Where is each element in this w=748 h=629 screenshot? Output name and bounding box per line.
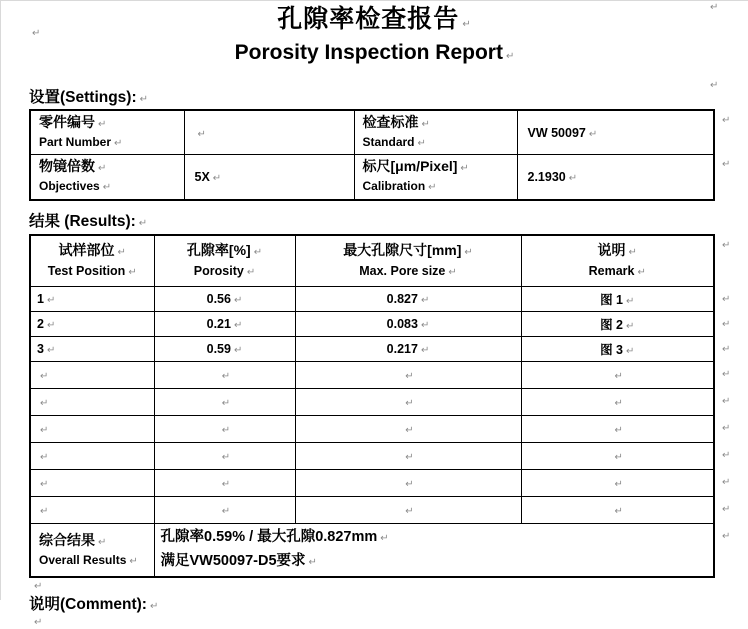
results-table: [29, 234, 715, 579]
results-header-en: Porosity ↵: [193, 264, 256, 279]
title-block: [1, 5, 748, 70]
paragraph-mark: ↵: [233, 320, 243, 331]
settings-row-end-marks: [715, 109, 733, 198]
paragraph-mark: ↵: [588, 128, 598, 140]
results-cell-remark: [521, 389, 714, 416]
results-table-wrapper: [29, 234, 748, 579]
results-empty-row: [30, 389, 714, 416]
results-cell-position: [30, 389, 154, 416]
results-cell-max_pore: [295, 362, 521, 389]
paragraph-mark: ↵: [614, 425, 623, 436]
results-cell-porosity: 0.59 ↵: [154, 337, 295, 362]
paragraph-mark: ↵: [102, 182, 112, 194]
end-of-row-mark-slot: [715, 498, 733, 525]
paragraph-mark: ↵: [34, 617, 43, 628]
paragraph-mark: ↵: [722, 239, 731, 251]
paragraph-mark: ↵: [128, 267, 137, 279]
report-title-en: Porosity Inspection Report: [234, 41, 503, 64]
paragraph-mark: ↵: [40, 398, 49, 409]
settings-label-cn: 标尺[μm/Pixel] ↵: [362, 158, 469, 175]
results-cell-remark: [521, 416, 714, 443]
overall-result-line2: 满足VW50097-D5要求 ↵: [160, 553, 317, 569]
paragraph-mark: ↵: [420, 295, 430, 306]
results-cell-position: [30, 362, 154, 389]
paragraph-mark: ↵: [722, 368, 731, 380]
paragraph-mark: ↵: [32, 28, 41, 39]
paragraph-mark: ↵: [221, 398, 231, 409]
end-of-row-mark-slot: [715, 525, 733, 576]
overall-label-cn: 综合结果 ↵: [39, 531, 107, 548]
results-empty-row: [30, 497, 714, 524]
overall-result-line1: 孔隙率0.59% / 最大孔隙0.827mm ↵: [160, 529, 389, 545]
paragraph-mark: ↵: [626, 346, 635, 357]
results-header-row: [30, 235, 714, 287]
empty-paragraph: [31, 578, 748, 591]
results-cell-position: [30, 497, 154, 524]
results-cell-porosity: [154, 443, 295, 470]
paragraph-mark: ↵: [722, 293, 731, 305]
paragraph-mark: ↵: [221, 425, 231, 436]
results-cell-porosity: [154, 362, 295, 389]
paragraph-mark: ↵: [246, 267, 256, 279]
paragraph-mark: ↵: [626, 321, 635, 332]
paragraph-mark: ↵: [114, 138, 123, 149]
results-header-cell: [521, 235, 714, 287]
results-cell-remark: [521, 470, 714, 497]
settings-label-cell: [354, 110, 517, 155]
paragraph-mark: ↵: [308, 557, 317, 568]
settings-label-en: Calibration ↵: [362, 179, 437, 194]
paragraph-mark: ↵: [233, 295, 243, 306]
settings-value-cell: VW 50097 ↵: [517, 110, 714, 155]
report-title-cn: 孔隙率检查报告: [277, 6, 460, 33]
end-of-row-mark-slot: [715, 417, 733, 444]
paragraph-mark: ↵: [626, 296, 635, 307]
results-cell-remark: [521, 497, 714, 524]
paragraph-mark: ↵: [460, 163, 469, 175]
settings-value-cell: 5X ↵: [184, 155, 354, 200]
results-cell-remark: 图 2 ↵: [521, 312, 714, 337]
results-cell-position: 3 ↵: [30, 337, 154, 362]
end-of-row-mark-slot: [715, 363, 733, 390]
results-data-row: [30, 287, 714, 312]
paragraph-mark: ↵: [448, 267, 457, 279]
comment-heading-text: 说明(Comment):: [29, 596, 147, 613]
end-of-row-mark-slot: [715, 390, 733, 417]
report-title-line: [1, 40, 748, 70]
results-header-cn: 说明 ↵: [597, 242, 637, 259]
settings-row: [30, 155, 714, 200]
paragraph-mark: ↵: [40, 452, 49, 463]
paragraph-mark: ↵: [380, 533, 389, 544]
end-of-row-mark-slot: [715, 471, 733, 498]
results-header-cell: [154, 235, 295, 287]
settings-label-cn: 检查标准 ↵: [362, 114, 430, 130]
paragraph-mark: ↵: [46, 345, 56, 356]
paragraph-mark: ↵: [464, 247, 473, 259]
overall-results-row: [30, 524, 714, 578]
settings-label-en: Objectives ↵: [39, 179, 112, 194]
settings-row: [30, 110, 714, 155]
paragraph-mark: ↵: [405, 506, 414, 517]
results-header-cn: 最大孔隙尺寸[mm] ↵: [343, 242, 473, 259]
settings-label-cn: 零件编号 ↵: [39, 114, 107, 130]
paragraph-mark: ↵: [117, 247, 126, 259]
results-header-cn: 孔隙率[%] ↵: [186, 242, 263, 259]
results-data-row: [30, 337, 714, 362]
paragraph-mark: ↵: [46, 320, 56, 331]
end-of-row-mark-slot: [715, 288, 733, 313]
results-cell-porosity: [154, 470, 295, 497]
settings-label-cn: 物镜倍数 ↵: [39, 158, 107, 175]
paragraph-mark: ↵: [722, 422, 731, 434]
results-heading-text: 结果 (Results):: [29, 212, 136, 230]
paragraph-mark: ↵: [221, 479, 231, 490]
results-cell-porosity: [154, 416, 295, 443]
paragraph-mark: ↵: [98, 119, 107, 130]
paragraph-mark: ↵: [614, 479, 623, 490]
settings-label-cell: [354, 155, 517, 200]
paragraph-mark: ↵: [722, 318, 731, 330]
results-header-en: Max. Pore size ↵: [359, 264, 457, 279]
results-cell-max_pore: [295, 443, 521, 470]
paragraph-mark: ↵: [46, 295, 56, 306]
settings-table: [29, 109, 715, 201]
results-cell-position: 1 ↵: [30, 287, 154, 312]
settings-label-cell: [30, 155, 184, 200]
settings-label-en: Part Number ↵: [39, 135, 123, 149]
results-cell-position: [30, 470, 154, 497]
results-cell-position: [30, 416, 154, 443]
paragraph-mark: ↵: [568, 172, 578, 184]
results-empty-row: [30, 362, 714, 389]
paragraph-mark: ↵: [428, 182, 437, 194]
end-of-row-mark-slot: [715, 338, 733, 363]
results-empty-row: [30, 416, 714, 443]
results-header-cn: 试样部位 ↵: [58, 242, 126, 259]
paragraph-mark: ↵: [420, 320, 430, 331]
paragraph-mark: ↵: [233, 345, 243, 356]
end-of-row-mark-slot: [715, 444, 733, 471]
paragraph-mark: ↵: [722, 115, 731, 126]
paragraph-mark: ↵: [405, 479, 414, 490]
paragraph-mark: ↵: [417, 138, 426, 149]
paragraph-mark: ↵: [462, 19, 472, 30]
settings-value-cell: 2.1930 ↵: [517, 155, 714, 200]
results-empty-row: [30, 470, 714, 497]
results-cell-position: 2 ↵: [30, 312, 154, 337]
paragraph-mark: ↵: [505, 51, 515, 62]
results-cell-max_pore: [295, 470, 521, 497]
paragraph-mark: ↵: [221, 371, 231, 382]
empty-paragraph: [31, 614, 748, 627]
paragraph-mark: ↵: [253, 247, 263, 259]
overall-results-label-cell: [30, 524, 154, 578]
results-cell-remark: [521, 362, 714, 389]
results-row-end-marks: [715, 234, 733, 576]
results-cell-porosity: [154, 389, 295, 416]
settings-heading-text: 设置(Settings):: [29, 89, 137, 106]
paragraph-mark: ↵: [722, 395, 731, 407]
results-empty-row: [30, 443, 714, 470]
paragraph-mark: ↵: [212, 172, 222, 184]
results-cell-remark: 图 1 ↵: [521, 287, 714, 312]
paragraph-mark: ↵: [405, 371, 414, 382]
results-cell-max_pore: [295, 416, 521, 443]
results-header-cell: [295, 235, 521, 287]
paragraph-mark: ↵: [637, 267, 646, 279]
settings-label-cell: [30, 110, 184, 155]
results-cell-remark: [521, 443, 714, 470]
paragraph-mark: ↵: [221, 506, 231, 517]
paragraph-mark: ↵: [40, 506, 49, 517]
paragraph-mark: ↵: [420, 345, 430, 356]
paragraph-mark: ↵: [40, 479, 49, 490]
results-cell-max_pore: [295, 389, 521, 416]
results-cell-remark: 图 3 ↵: [521, 337, 714, 362]
paragraph-mark: ↵: [405, 398, 414, 409]
paragraph-mark: ↵: [98, 163, 107, 175]
paragraph-mark: ↵: [405, 452, 414, 463]
paragraph-mark: ↵: [614, 398, 623, 409]
results-cell-porosity: [154, 497, 295, 524]
paragraph-mark: ↵: [628, 247, 637, 259]
settings-table-wrapper: [29, 109, 748, 201]
results-cell-porosity: 0.56 ↵: [154, 287, 295, 312]
results-cell-max_pore: [295, 497, 521, 524]
results-cell-max_pore: 0.827 ↵: [295, 287, 521, 312]
results-cell-max_pore: 0.083 ↵: [295, 312, 521, 337]
paragraph-mark: ↵: [614, 506, 623, 517]
paragraph-mark: ↵: [129, 555, 138, 567]
paragraph-mark: ↵: [221, 452, 231, 463]
report-title-line: [1, 5, 748, 40]
paragraph-mark: ↵: [421, 119, 430, 130]
overall-label-en: Overall Results ↵: [39, 552, 138, 567]
end-of-row-mark-slot: [715, 109, 733, 153]
settings-value-cell: [184, 110, 354, 155]
paragraph-mark: ↵: [138, 217, 148, 229]
end-of-row-mark-slot: [715, 313, 733, 338]
settings-label-en: Standard ↵: [362, 135, 426, 149]
paragraph-mark: ↵: [722, 159, 731, 170]
paragraph-mark: ↵: [405, 425, 414, 436]
paragraph-mark: ↵: [139, 94, 149, 105]
results-cell-porosity: 0.21 ↵: [154, 312, 295, 337]
end-of-row-mark-slot: [715, 153, 733, 198]
results-cell-max_pore: 0.217 ↵: [295, 337, 521, 362]
results-cell-position: [30, 443, 154, 470]
end-of-row-mark-slot: [715, 234, 733, 288]
overall-results-value-cell: [154, 524, 714, 578]
results-data-row: [30, 312, 714, 337]
comment-section-heading: [29, 592, 748, 614]
results-header-cell: [30, 235, 154, 287]
paragraph-mark: ↵: [722, 476, 731, 488]
paragraph-mark: ↵: [197, 128, 206, 140]
paragraph-mark: ↵: [722, 449, 731, 461]
paragraph-mark: ↵: [98, 536, 107, 548]
paragraph-mark: ↵: [710, 80, 719, 91]
results-section-heading: [29, 209, 748, 231]
paragraph-mark: ↵: [722, 343, 731, 355]
paragraph-mark: ↵: [40, 371, 49, 382]
results-header-en: Remark ↵: [588, 264, 646, 279]
paragraph-mark: ↵: [40, 425, 49, 436]
settings-section-heading: [29, 85, 748, 107]
paragraph-mark: ↵: [722, 530, 731, 542]
paragraph-mark: ↵: [34, 581, 43, 592]
paragraph-mark: ↵: [722, 503, 731, 515]
paragraph-mark: ↵: [710, 2, 719, 13]
paragraph-mark: ↵: [614, 452, 623, 463]
paragraph-mark: ↵: [149, 601, 159, 612]
results-header-en: Test Position ↵: [47, 264, 137, 279]
paragraph-mark: ↵: [614, 371, 623, 382]
